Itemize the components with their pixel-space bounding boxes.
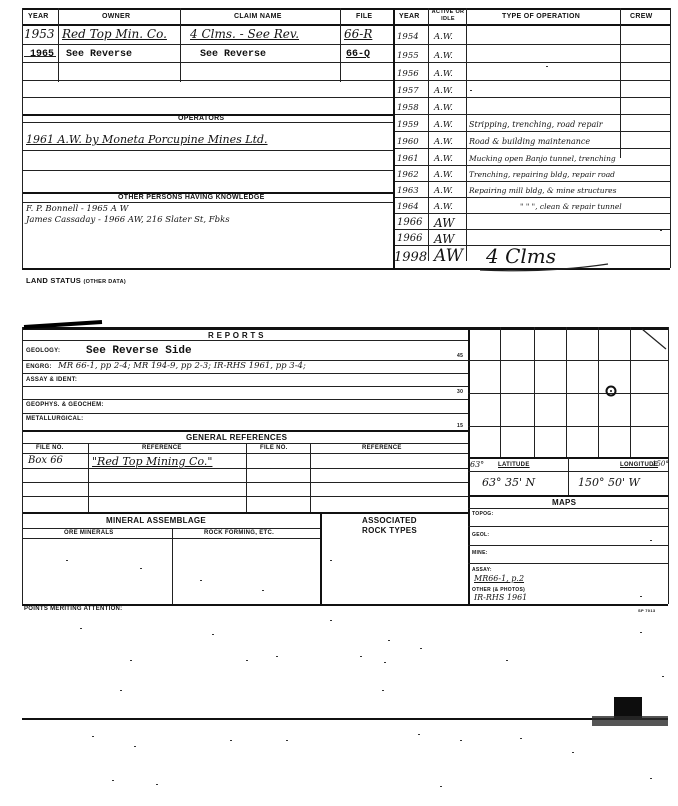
assay-num: 30 xyxy=(457,389,464,395)
activity-operation: Road & building maintenance xyxy=(469,137,591,146)
activity-year: 1955 xyxy=(397,51,419,61)
associated-title-1: ASSOCIATED xyxy=(362,516,417,525)
activity-year: 1959 xyxy=(397,120,419,130)
points-meriting-attention-label: POINTS MERITING ATTENTION: xyxy=(24,606,123,612)
ownership-claim-1: 4 Clms. - See Rev. xyxy=(190,27,300,41)
activity-year: 1966 xyxy=(397,217,423,228)
activity-year: 1963 xyxy=(397,186,419,196)
engrg-value: MR 66-1, pp 2-4; MR 194-9, pp 2-3; IR-RHS 1961, pp 3-4; xyxy=(58,361,306,371)
maps-assay-value: MR66-1, p.2 xyxy=(474,574,525,583)
activity-status: A.W. xyxy=(434,137,453,147)
maps-topog-label: TOPOG: xyxy=(472,511,494,517)
ownership-owner-2: See Reverse xyxy=(66,49,133,60)
knowledge-line-2: James Cassaday - 1966 AW, 216 Slater St, Fbks xyxy=(26,215,230,225)
header-crew: CREW xyxy=(630,13,653,20)
activity-status: A.W. xyxy=(434,186,453,196)
final-entry-note: 4 Clms xyxy=(486,244,557,268)
maps-geol-label: GEOL: xyxy=(472,532,490,538)
header-type-of-operation: TYPE OF OPERATION xyxy=(502,13,581,20)
activity-year: 1961 xyxy=(397,154,419,164)
maps-other-label: OTHER (& PHOTOS) xyxy=(472,587,526,593)
longitude-label: LONGITUDE xyxy=(620,462,659,468)
geology-num: 45 xyxy=(457,353,464,359)
geophys-label: GEOPHYS. & GEOCHEM: xyxy=(26,402,104,408)
ownership-year-2: 1965 xyxy=(30,49,55,60)
assay-label: ASSAY & IDENT: xyxy=(26,377,78,383)
longitude-prefix: 150° xyxy=(652,460,669,468)
activity-status: A.W. xyxy=(434,103,453,113)
header-claim-name: CLAIM NAME xyxy=(234,13,282,20)
knowledge-line-1: F. P. Bonnell - 1965 A W xyxy=(26,204,129,214)
longitude-value: 150° 50' W xyxy=(578,476,640,489)
land-status-sub: (OTHER DATA) xyxy=(83,279,126,285)
activity-operation: Repairing mill bldg, & mine structures xyxy=(469,186,617,195)
geology-value: See Reverse Side xyxy=(86,345,192,357)
activity-year: 1954 xyxy=(397,32,419,42)
activity-operation: " " ", clean & repair tunnel xyxy=(520,202,622,211)
header-year: YEAR xyxy=(28,13,49,20)
activity-operation: Mucking open Banjo tunnel, trenching xyxy=(469,154,616,163)
ownership-year-1: 1953 xyxy=(24,27,55,41)
mineral-assemblage-title: MINERAL ASSEMBLAGE xyxy=(106,516,207,525)
general-references-title: GENERAL REFERENCES xyxy=(186,433,288,442)
ref-col-file-no: FILE NO. xyxy=(36,445,64,451)
operators-title: OPERATORS xyxy=(178,115,225,122)
activity-status: A.W. xyxy=(434,32,453,42)
activity-year: 1958 xyxy=(397,103,419,113)
ownership-file-1: 66-R xyxy=(344,27,373,41)
metall-label: METALLURGICAL: xyxy=(26,416,84,422)
activity-year: 1960 xyxy=(397,137,419,147)
activity-year: 1957 xyxy=(397,86,419,96)
activity-status: AW xyxy=(434,216,455,230)
activity-status: A.W. xyxy=(434,120,453,130)
activity-year: 1956 xyxy=(397,69,419,79)
latitude-label: LATITUDE xyxy=(498,462,530,468)
associated-title-2: ROCK TYPES xyxy=(362,526,418,535)
maps-mine-label: MINE: xyxy=(472,550,488,556)
latitude-prefix: 63° xyxy=(470,460,485,469)
geology-label: GEOLOGY: xyxy=(26,348,61,354)
header-file: FILE xyxy=(356,13,373,20)
land-status-text: LAND STATUS xyxy=(26,276,82,285)
activity-year: 1966 xyxy=(397,233,423,244)
activity-status: A.W. xyxy=(434,86,453,96)
maps-other-value: IR-RHS 1961 xyxy=(474,593,528,602)
ref-col-file-no-2: FILE NO. xyxy=(260,445,288,451)
latitude-value: 63° 35' N xyxy=(482,476,536,489)
header-owner: OWNER xyxy=(102,13,131,20)
ref-row-reference: "Red Top Mining Co." xyxy=(92,455,213,468)
knowledge-title: OTHER PERSONS HAVING KNOWLEDGE xyxy=(118,194,265,201)
activity-status: A.W. xyxy=(434,51,453,61)
ref-row-file-no: Box 66 xyxy=(28,455,63,466)
final-entry-status: AW xyxy=(434,246,464,266)
activity-status: A.W. xyxy=(434,154,453,164)
final-entry-year: 1998 xyxy=(394,250,428,265)
ownership-claim-2: See Reverse xyxy=(200,49,267,60)
ref-col-reference-2: REFERENCE xyxy=(362,445,402,451)
engrg-label: ENGRG: xyxy=(26,364,52,370)
maps-title: MAPS xyxy=(552,498,577,507)
form-code: SP 7013 xyxy=(638,608,656,613)
maps-assay-label: ASSAY: xyxy=(472,567,492,573)
header-active-or-idle: ACTIVE OR IDLE xyxy=(431,9,465,22)
activity-year: 1962 xyxy=(397,170,419,180)
ownership-owner-1: Red Top Min. Co. xyxy=(62,27,167,41)
activity-operation: Stripping, trenching, road repair xyxy=(469,120,603,129)
ownership-file-2: 66-Q xyxy=(346,49,371,60)
operators-entry: 1961 A.W. by Moneta Porcupine Mines Ltd. xyxy=(26,133,268,146)
activity-status: A.W. xyxy=(434,202,453,212)
ref-col-reference: REFERENCE xyxy=(142,445,182,451)
ore-minerals-label: ORE MINERALS xyxy=(64,530,114,536)
rock-forming-label: ROCK FORMING, ETC. xyxy=(204,530,275,536)
activity-year: 1964 xyxy=(397,202,419,212)
activity-status: AW xyxy=(434,232,455,246)
activity-status: A.W. xyxy=(434,69,453,79)
reports-title: R E P O R T S xyxy=(208,331,264,340)
metall-num: 15 xyxy=(457,423,464,429)
header-year-2: YEAR xyxy=(399,13,420,20)
activity-status: A.W. xyxy=(434,170,453,180)
activity-operation: Trenching, repairing bldg, repair road xyxy=(469,170,615,179)
